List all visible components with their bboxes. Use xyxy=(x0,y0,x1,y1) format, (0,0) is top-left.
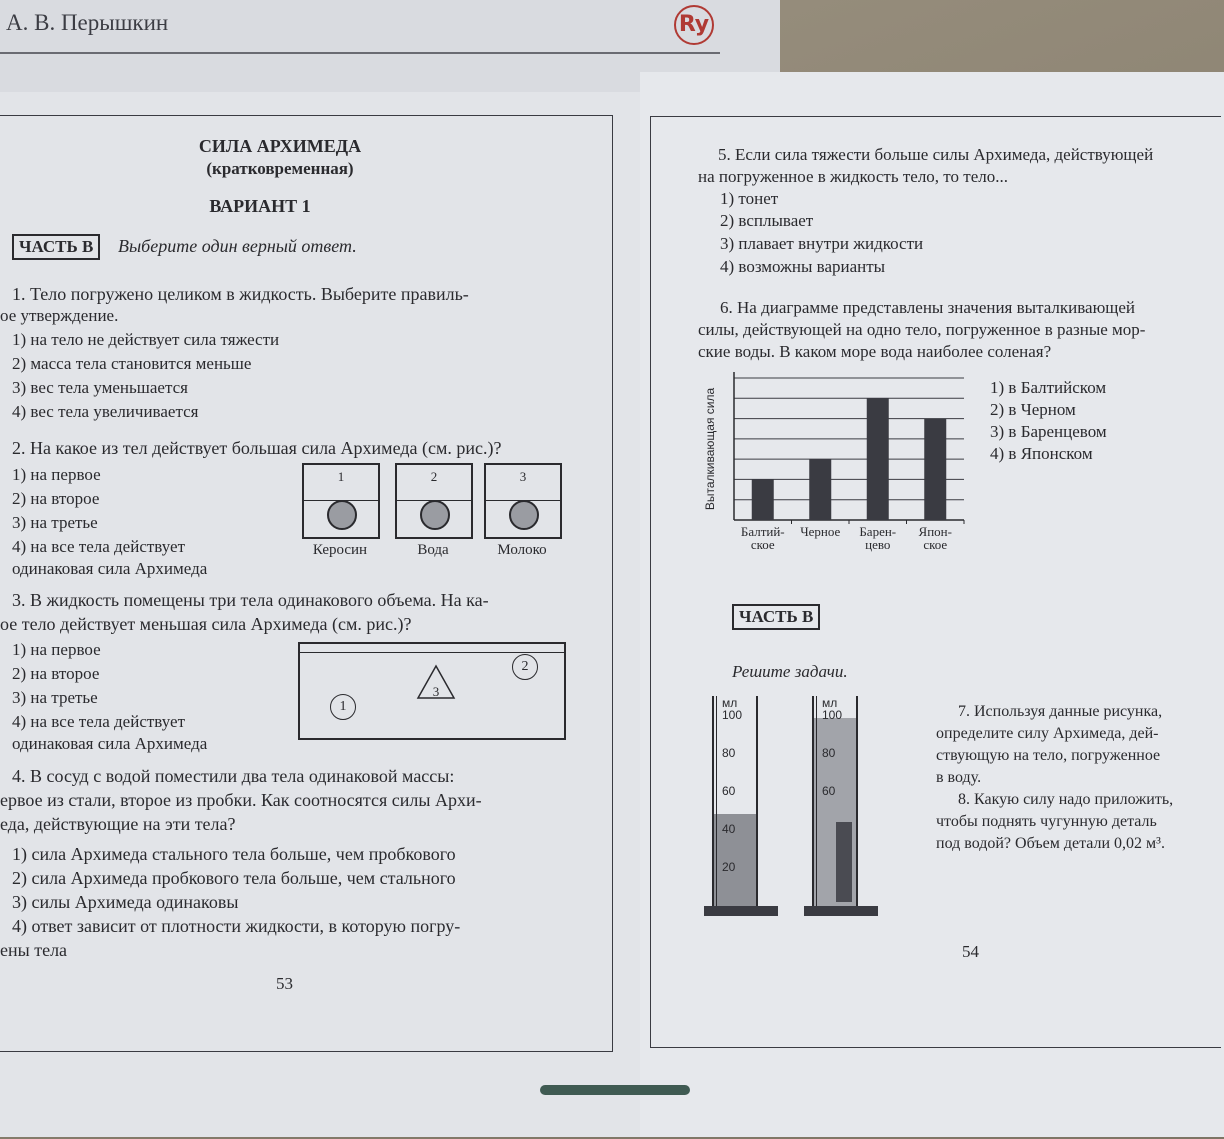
q1-option-3: 3) вес тела уменьшается xyxy=(12,378,188,397)
q1-option-1: 1) на тело не действует сила тяжести xyxy=(12,330,280,349)
q1-line2: ое утверждение. xyxy=(0,306,119,325)
vessel-number: 2 xyxy=(430,469,438,484)
chart-category-label: Барен- xyxy=(859,524,897,539)
q6-line2: силы, действующей на одно тело, погруженное в разные мор- xyxy=(698,320,1146,339)
vessel-label-1: Керосин xyxy=(312,542,368,558)
vessel-label-3: Молоко xyxy=(497,542,547,558)
q4-option-3: 3) силы Архимеда одинаковы xyxy=(12,892,239,912)
cylinder-mark-60: 60 xyxy=(722,784,736,798)
cylinder-mark-80: 80 xyxy=(822,746,836,760)
q5-line2: на погруженное в жидкость тело, то тело... xyxy=(698,167,1008,186)
q3-line1: 3. В жидкость помещены три тела одинакового объема. На ка- xyxy=(12,590,489,610)
q4-line1: 4. В сосуд с водой поместили два тела одинаковой массы: xyxy=(12,766,455,786)
chart-bar xyxy=(867,398,889,520)
q5-option-2: 2) всплывает xyxy=(720,211,814,230)
part-instruction-left: Выберите один верный ответ. xyxy=(118,236,357,256)
q4-option-1: 1) сила Архимеда стального тела больше, чем пробкового xyxy=(12,844,456,864)
cylinder-base xyxy=(704,906,778,916)
chart-category-label: цево xyxy=(865,537,891,552)
chart-category-label: Черное xyxy=(800,524,841,539)
q8-line2: чтобы поднять чугунную деталь xyxy=(936,813,1157,830)
chart-category-label: Япон- xyxy=(918,524,952,539)
q5-option-4: 4) возможны варианты xyxy=(720,257,886,276)
cylinder-without-body xyxy=(712,696,758,908)
header-rule xyxy=(0,52,720,54)
author-name: А. В. Перышкин xyxy=(6,10,169,35)
q2-option-3: 3) на третье xyxy=(12,513,98,532)
buoyancy-bar-chart xyxy=(700,370,970,580)
q4-option-4-cont: ены тела xyxy=(0,940,68,960)
q4-line2: ервое из стали, второе из пробки. Как соотносятся силы Архи- xyxy=(0,790,482,810)
cylinder-mark-40: 40 xyxy=(722,822,736,836)
q7-line1: 7. Используя данные рисунка, xyxy=(958,703,1163,720)
vessel-number: 3 xyxy=(519,469,527,484)
vessel-2 xyxy=(395,463,473,539)
page-number-right: 54 xyxy=(962,942,979,961)
page-title: СИЛА АРХИМЕДА xyxy=(198,136,362,156)
cylinder-mark-80: 80 xyxy=(722,746,736,760)
cylinder-scale xyxy=(716,696,723,906)
q1-option-4: 4) вес тела увеличивается xyxy=(12,402,199,421)
q2-line1: 2. На какое из тел действует большая сила Архимеда (см. рис.)? xyxy=(12,438,502,458)
cylinder-mark-60: 60 xyxy=(822,784,836,798)
chart-category-label: ское xyxy=(750,537,775,552)
cylinder-unit: мл xyxy=(722,696,738,710)
part-label-left: ЧАСТЬ В xyxy=(12,234,100,260)
q4-option-4: 4) ответ зависит от плотности жидкости, в которую погру- xyxy=(12,916,461,936)
q3-option-2: 2) на второе xyxy=(12,664,100,683)
q3-option-4-cont: одинаковая сила Архимеда xyxy=(12,734,208,753)
cylinder-mark-20: 20 xyxy=(722,860,736,874)
part-instruction-right: Решите задачи. xyxy=(732,662,848,681)
cylinder-scale xyxy=(816,696,823,906)
q2-option-4-cont: одинаковая сила Архимеда xyxy=(12,559,208,578)
vessel-number: 1 xyxy=(337,469,345,484)
body-2: 2 xyxy=(512,654,538,680)
q2-option-1: 1) на первое xyxy=(12,465,101,484)
body-3: 3 xyxy=(432,684,440,699)
cylinder-base xyxy=(804,906,878,916)
page-subtitle: (кратковременная) xyxy=(206,159,354,178)
q6-option-3: 3) в Баренцевом xyxy=(990,422,1107,441)
vessel-3 xyxy=(484,463,562,539)
submerged-body xyxy=(836,822,852,902)
q1-line1: 1. Тело погружено целиком в жидкость. Выберите правиль- xyxy=(12,284,469,304)
liquid-tank xyxy=(298,642,566,740)
q3-line2: ое тело действует меньшая сила Архимеда (см. рис.)? xyxy=(0,614,412,634)
cylinder-unit: мл xyxy=(822,696,838,710)
chart-bar xyxy=(752,479,774,520)
liquid-surface xyxy=(300,652,564,653)
q3-option-1: 1) на первое xyxy=(12,640,101,659)
variant-title: ВАРИАНТ 1 xyxy=(209,196,311,216)
q7-line2: определите силу Архимеда, дей- xyxy=(936,725,1159,742)
chart-y-label: Выталкивающая сила xyxy=(703,387,717,511)
q2-option-2: 2) на второе xyxy=(12,489,100,508)
q6-line1: 6. На диаграмме представлены значения выталкивающей xyxy=(720,298,1136,317)
chart-category-label: ское xyxy=(923,537,948,552)
vessel-label-2: Вода xyxy=(417,542,449,558)
q6-option-2: 2) в Черном xyxy=(990,400,1076,419)
q8-line1: 8. Какую силу надо приложить, xyxy=(958,791,1174,808)
cable-wire xyxy=(540,1085,690,1095)
q3-option-4: 4) на все тела действует xyxy=(12,712,185,731)
body-1: 1 xyxy=(330,694,356,720)
q7-line4: в воду. xyxy=(936,769,982,786)
q7-line3: ствующую на тело, погруженное xyxy=(936,747,1161,764)
cylinder-with-body xyxy=(812,696,858,908)
page-number-left: 53 xyxy=(276,974,293,993)
q5-line1: 5. Если сила тяжести больше силы Архимеда, действующей xyxy=(718,145,1154,164)
q1-option-2: 2) масса тела становится меньше xyxy=(12,354,252,373)
q4-option-2: 2) сила Архимеда пробкового тела больше, чем стального xyxy=(12,868,456,888)
cylinder-mark-100: 100 xyxy=(722,708,743,722)
cylinder-mark-100: 100 xyxy=(822,708,843,722)
q3-option-3: 3) на третье xyxy=(12,688,98,707)
body-ball xyxy=(420,500,450,530)
chart-category-label: Балтий- xyxy=(740,524,785,539)
part-label-right: ЧАСТЬ В xyxy=(732,604,820,630)
q6-option-4: 4) в Японском xyxy=(990,444,1093,463)
chart-bar xyxy=(809,459,831,520)
q5-option-3: 3) плавает внутри жидкости xyxy=(720,234,924,253)
publisher-logo-icon: Ry xyxy=(674,5,714,45)
chart-bar xyxy=(924,419,946,520)
vessel-1 xyxy=(302,463,380,539)
q2-option-4: 4) на все тела действует xyxy=(12,537,185,556)
body-ball xyxy=(327,500,357,530)
q8-line3: под водой? Объем детали 0,02 м³. xyxy=(936,835,1165,852)
q6-line3: ские воды. В каком море вода наиболее соленая? xyxy=(698,342,1052,361)
q6-option-1: 1) в Балтийском xyxy=(990,378,1107,397)
body-ball xyxy=(509,500,539,530)
q5-option-1: 1) тонет xyxy=(720,189,779,208)
q4-line3: еда, действующие на эти тела? xyxy=(0,814,236,834)
